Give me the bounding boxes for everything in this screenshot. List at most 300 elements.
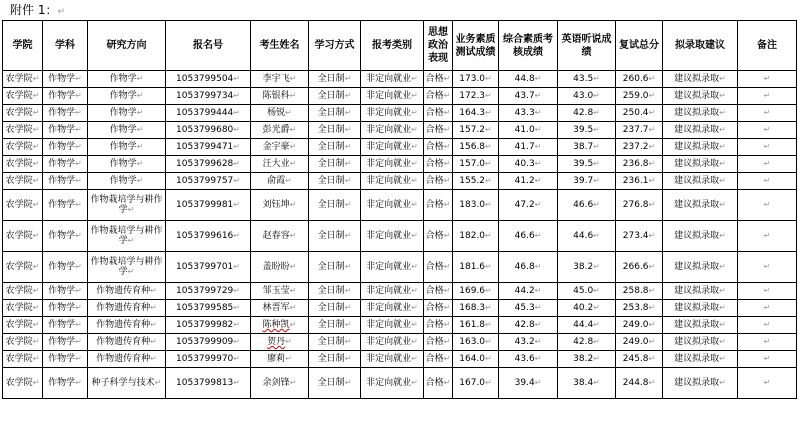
paragraph-mark-icon: ↵ xyxy=(233,142,240,151)
study-mode-text: 全日制 xyxy=(317,337,345,347)
cell-suggestion xyxy=(663,156,738,173)
paragraph-mark-icon: ↵ xyxy=(648,303,656,312)
study-mode-text: 全日制 xyxy=(317,176,345,186)
cell-study-mode xyxy=(309,105,361,122)
politics-text: 合格 xyxy=(425,159,444,169)
politics-text: 合格 xyxy=(425,176,444,186)
cell-total xyxy=(616,300,663,317)
paragraph-mark-icon: ↵ xyxy=(233,354,240,363)
cell-notes xyxy=(738,283,797,300)
paragraph-mark-icon: ↵ xyxy=(485,286,492,295)
politics-text: 合格 xyxy=(425,200,444,210)
college-text: 农学院 xyxy=(5,142,33,152)
paragraph-mark-icon: ↵ xyxy=(719,320,726,329)
cell-prof-test xyxy=(453,173,499,190)
category-text: 非定向就业 xyxy=(366,176,412,186)
cell-reg-no xyxy=(166,317,251,334)
cell-english xyxy=(558,317,616,334)
category-text: 非定向就业 xyxy=(366,378,412,388)
cell-college xyxy=(3,368,43,399)
cell-category xyxy=(361,283,424,300)
paragraph-mark-icon: ↵ xyxy=(443,91,451,100)
study-mode-text: 全日制 xyxy=(317,231,345,241)
paragraph-mark-icon: ↵ xyxy=(344,303,352,312)
cell-total xyxy=(616,221,663,252)
paragraph-mark-icon: ↵ xyxy=(534,262,542,271)
paragraph-mark-icon: ↵ xyxy=(136,91,144,100)
paragraph-mark-icon: ↵ xyxy=(719,337,726,346)
politics-text: 合格 xyxy=(425,74,444,84)
paragraph-mark-icon: ↵ xyxy=(233,91,240,100)
paragraph-mark-icon: ↵ xyxy=(485,74,492,83)
cell-category xyxy=(361,334,424,351)
paragraph-mark-icon: ↵ xyxy=(136,108,144,117)
direction-text: 作物学 xyxy=(109,142,137,152)
paragraph-mark-icon: ↵ xyxy=(411,91,418,100)
cell-prof-test xyxy=(453,368,499,399)
paragraph-mark-icon: ↵ xyxy=(32,378,40,387)
cell-suggestion xyxy=(663,252,738,283)
total-text: 244.8 xyxy=(622,378,649,388)
paragraph-mark-icon: ↵ xyxy=(593,231,600,240)
paragraph-mark-icon: ↵ xyxy=(719,303,726,312)
paragraph-mark-icon: ↵ xyxy=(411,320,418,329)
cell-politics xyxy=(424,221,453,252)
header-total: 复试总分 xyxy=(616,21,663,71)
study-mode-text: 全日制 xyxy=(317,303,345,313)
cell-reg-no xyxy=(166,122,251,139)
cell-study-mode xyxy=(309,334,361,351)
cell-name xyxy=(251,71,309,88)
college-text: 农学院 xyxy=(5,74,33,84)
prof-test-text: 172.3 xyxy=(459,91,486,101)
study-mode-text: 全日制 xyxy=(317,125,345,135)
suggestion-text: 建议拟录取 xyxy=(674,108,720,118)
paragraph-mark-icon: ↵ xyxy=(534,286,542,295)
cell-comp-eval xyxy=(499,317,558,334)
paragraph-mark-icon: ↵ xyxy=(648,125,656,134)
suggestion-text: 建议拟录取 xyxy=(674,200,720,210)
cell-direction xyxy=(88,105,166,122)
cell-total xyxy=(616,139,663,156)
paragraph-mark-icon: ↵ xyxy=(485,125,492,134)
prof-test-text: 157.0 xyxy=(459,159,486,169)
paragraph-mark-icon: ↵ xyxy=(763,159,771,168)
cell-category xyxy=(361,300,424,317)
direction-text: 作物遗传育种 xyxy=(96,337,151,347)
comp-eval-text: 43.3 xyxy=(514,108,535,118)
cell-name xyxy=(251,122,309,139)
paragraph-mark-icon: ↵ xyxy=(648,142,656,151)
cell-prof-test xyxy=(453,139,499,156)
name-text: 余剑锋 xyxy=(262,378,290,388)
paragraph-mark-icon: ↵ xyxy=(593,286,600,295)
cell-english xyxy=(558,252,616,283)
category-text: 非定向就业 xyxy=(366,320,412,330)
cell-direction xyxy=(88,122,166,139)
cell-politics xyxy=(424,156,453,173)
table-row xyxy=(3,190,797,221)
cell-notes xyxy=(738,139,797,156)
paragraph-mark-icon: ↵ xyxy=(648,159,656,168)
suggestion-text: 建议拟录取 xyxy=(674,159,720,169)
cell-direction xyxy=(88,139,166,156)
reg-no-text: 1053799628 xyxy=(176,159,234,169)
paragraph-mark-icon: ↵ xyxy=(411,231,418,240)
header-comp-eval: 综合素质考核成绩 xyxy=(499,21,558,71)
suggestion-text: 建议拟录取 xyxy=(674,354,720,364)
paragraph-mark-icon: ↵ xyxy=(443,303,451,312)
cell-prof-test xyxy=(453,317,499,334)
paragraph-mark-icon: ↵ xyxy=(763,320,771,329)
reg-no-text: 1053799982 xyxy=(176,320,234,330)
reg-no-text: 1053799981 xyxy=(176,200,234,210)
paragraph-mark-icon: ↵ xyxy=(534,320,542,329)
paragraph-mark-icon: ↵ xyxy=(648,176,656,185)
paragraph-mark-icon: ↵ xyxy=(150,337,157,346)
cell-english xyxy=(558,334,616,351)
comp-eval-text: 41.0 xyxy=(514,125,535,135)
category-text: 非定向就业 xyxy=(366,286,412,296)
paragraph-mark-icon: ↵ xyxy=(593,91,600,100)
cell-prof-test xyxy=(453,283,499,300)
english-text: 44.6 xyxy=(573,231,594,241)
discipline-text: 作物学 xyxy=(48,231,76,241)
paragraph-mark-icon: ↵ xyxy=(289,125,297,134)
paragraph-mark-icon: ↵ xyxy=(233,378,240,387)
cell-college xyxy=(3,283,43,300)
name-text: 盖盼盼 xyxy=(262,262,290,272)
cell-name xyxy=(251,88,309,105)
cell-politics xyxy=(424,368,453,399)
cell-direction xyxy=(88,173,166,190)
name-text: 陈银科 xyxy=(262,91,290,101)
cell-suggestion xyxy=(663,71,738,88)
cell-name xyxy=(251,173,309,190)
header-discipline: 学科 xyxy=(43,21,88,71)
paragraph-mark-icon: ↵ xyxy=(32,159,40,168)
table-row xyxy=(3,221,797,252)
college-text: 农学院 xyxy=(5,91,33,101)
cell-college xyxy=(3,300,43,317)
cell-politics xyxy=(424,122,453,139)
cell-notes xyxy=(738,317,797,334)
cell-politics xyxy=(424,139,453,156)
cell-discipline xyxy=(43,105,88,122)
cell-notes xyxy=(738,351,797,368)
cell-prof-test xyxy=(453,334,499,351)
english-text: 39.5 xyxy=(573,125,594,135)
prof-test-text: 183.0 xyxy=(459,200,486,210)
english-text: 42.8 xyxy=(573,337,594,347)
paragraph-mark-icon: ↵ xyxy=(443,125,451,134)
paragraph-mark-icon: ↵ xyxy=(32,200,40,209)
table-row xyxy=(3,283,797,300)
table-body xyxy=(3,71,797,399)
reg-no-text: 1053799680 xyxy=(176,125,234,135)
category-text: 非定向就业 xyxy=(366,159,412,169)
english-text: 38.2 xyxy=(573,354,594,364)
reg-no-text: 1053799616 xyxy=(176,231,234,241)
cell-comp-eval xyxy=(499,351,558,368)
paragraph-mark-icon: ↵ xyxy=(763,74,771,83)
college-text: 农学院 xyxy=(5,231,33,241)
study-mode-text: 全日制 xyxy=(317,200,345,210)
paragraph-mark-icon: ↵ xyxy=(344,176,352,185)
total-text: 253.8 xyxy=(622,303,649,313)
paragraph-mark-icon: ↵ xyxy=(75,74,82,83)
paragraph-mark-icon: ↵ xyxy=(344,320,352,329)
college-text: 农学院 xyxy=(5,354,33,364)
category-text: 非定向就业 xyxy=(366,231,412,241)
discipline-text: 作物学 xyxy=(48,286,76,296)
cell-notes xyxy=(738,190,797,221)
discipline-text: 作物学 xyxy=(48,91,76,101)
cell-category xyxy=(361,173,424,190)
cell-discipline xyxy=(43,351,88,368)
prof-test-text: 169.6 xyxy=(459,286,486,296)
paragraph-mark-icon: ↵ xyxy=(534,231,542,240)
attachment-label: 附件 1：↵ xyxy=(10,3,65,17)
study-mode-text: 全日制 xyxy=(317,286,345,296)
total-text: 258.8 xyxy=(622,286,649,296)
paragraph-mark-icon: ↵ xyxy=(75,108,82,117)
cell-college xyxy=(3,334,43,351)
name-text: 贺丹 xyxy=(267,337,286,347)
cell-discipline xyxy=(43,221,88,252)
cell-name xyxy=(251,283,309,300)
paragraph-mark-icon: ↵ xyxy=(485,159,492,168)
reg-no-text: 1053799701 xyxy=(176,262,234,272)
cell-notes xyxy=(738,71,797,88)
paragraph-mark-icon: ↵ xyxy=(411,286,418,295)
cell-notes xyxy=(738,221,797,252)
reg-no-text: 1053799909 xyxy=(176,337,234,347)
english-text: 39.7 xyxy=(573,176,594,186)
cell-category xyxy=(361,139,424,156)
paragraph-mark-icon: ↵ xyxy=(154,378,162,387)
cell-suggestion xyxy=(663,283,738,300)
cell-reg-no xyxy=(166,139,251,156)
table-row xyxy=(3,334,797,351)
direction-text: 作物学 xyxy=(109,159,137,169)
name-text: 彭光爵 xyxy=(262,125,290,135)
name-text: 汪大业 xyxy=(262,159,290,169)
name-text: 陈种凯 xyxy=(262,320,290,330)
table-row xyxy=(3,88,797,105)
cell-study-mode xyxy=(309,71,361,88)
category-text: 非定向就业 xyxy=(366,262,412,272)
paragraph-mark-icon: ↵ xyxy=(289,200,297,209)
cell-english xyxy=(558,300,616,317)
paragraph-mark-icon: ↵ xyxy=(443,142,451,151)
english-text: 42.8 xyxy=(573,108,594,118)
cell-discipline xyxy=(43,317,88,334)
college-text: 农学院 xyxy=(5,262,33,272)
cell-study-mode xyxy=(309,283,361,300)
direction-text: 作物遗传育种 xyxy=(96,303,151,313)
paragraph-mark-icon: ↵ xyxy=(150,354,157,363)
cell-notes xyxy=(738,252,797,283)
table-row xyxy=(3,300,797,317)
english-text: 40.2 xyxy=(573,303,594,313)
total-text: 236.1 xyxy=(622,176,649,186)
cell-suggestion xyxy=(663,317,738,334)
cell-college xyxy=(3,156,43,173)
cell-reg-no xyxy=(166,300,251,317)
table-row xyxy=(3,368,797,399)
study-mode-text: 全日制 xyxy=(317,74,345,84)
paragraph-mark-icon: ↵ xyxy=(763,176,771,185)
paragraph-mark-icon: ↵ xyxy=(534,337,542,346)
cell-category xyxy=(361,71,424,88)
paragraph-mark-icon: ↵ xyxy=(648,74,656,83)
college-text: 农学院 xyxy=(5,303,33,313)
cell-discipline xyxy=(43,139,88,156)
paragraph-mark-icon: ↵ xyxy=(32,142,40,151)
paragraph-mark-icon: ↵ xyxy=(75,231,82,240)
cell-english xyxy=(558,351,616,368)
cell-college xyxy=(3,173,43,190)
cell-total xyxy=(616,105,663,122)
cell-reg-no xyxy=(166,190,251,221)
cell-study-mode xyxy=(309,156,361,173)
discipline-text: 作物学 xyxy=(48,354,76,364)
paragraph-mark-icon: ↵ xyxy=(75,303,82,312)
table-row xyxy=(3,122,797,139)
cell-category xyxy=(361,156,424,173)
comp-eval-text: 39.4 xyxy=(514,378,535,388)
cell-total xyxy=(616,88,663,105)
paragraph-mark-icon: ↵ xyxy=(648,354,656,363)
name-text: 俞霞 xyxy=(267,176,286,186)
paragraph-mark-icon: ↵ xyxy=(32,320,40,329)
total-text: 236.8 xyxy=(622,159,649,169)
comp-eval-text: 46.8 xyxy=(514,262,535,272)
paragraph-mark-icon: ↵ xyxy=(411,262,418,271)
paragraph-mark-icon: ↵ xyxy=(233,286,240,295)
paragraph-mark-icon: ↵ xyxy=(485,91,492,100)
english-text: 38.7 xyxy=(573,142,594,152)
paragraph-mark-icon: ↵ xyxy=(233,320,240,329)
category-text: 非定向就业 xyxy=(366,303,412,313)
cell-college xyxy=(3,351,43,368)
total-text: 249.0 xyxy=(622,320,649,330)
politics-text: 合格 xyxy=(425,142,444,152)
paragraph-mark-icon: ↵ xyxy=(719,354,726,363)
politics-text: 合格 xyxy=(425,337,444,347)
cell-discipline xyxy=(43,190,88,221)
paragraph-mark-icon: ↵ xyxy=(32,231,40,240)
college-text: 农学院 xyxy=(5,176,33,186)
discipline-text: 作物学 xyxy=(48,262,76,272)
header-college: 学院 xyxy=(3,21,43,71)
paragraph-mark-icon: ↵ xyxy=(485,337,492,346)
cell-reg-no xyxy=(166,368,251,399)
english-text: 46.6 xyxy=(573,200,594,210)
total-text: 276.8 xyxy=(622,200,649,210)
discipline-text: 作物学 xyxy=(48,159,76,169)
name-text: 李宇飞 xyxy=(262,74,290,84)
paragraph-mark-icon: ↵ xyxy=(534,125,542,134)
paragraph-mark-icon: ↵ xyxy=(150,286,157,295)
discipline-text: 作物学 xyxy=(48,142,76,152)
cell-total xyxy=(616,334,663,351)
paragraph-mark-icon: ↵ xyxy=(411,108,418,117)
paragraph-mark-icon: ↵ xyxy=(593,142,600,151)
direction-text: 作物学 xyxy=(109,125,137,135)
college-text: 农学院 xyxy=(5,378,33,388)
paragraph-mark-icon: ↵ xyxy=(534,378,542,387)
suggestion-text: 建议拟录取 xyxy=(674,378,720,388)
politics-text: 合格 xyxy=(425,108,444,118)
suggestion-text: 建议拟录取 xyxy=(674,320,720,330)
college-text: 农学院 xyxy=(5,337,33,347)
paragraph-mark-icon: ↵ xyxy=(534,176,542,185)
paragraph-mark-icon: ↵ xyxy=(719,159,726,168)
comp-eval-text: 42.8 xyxy=(514,320,535,330)
name-text: 杨锐 xyxy=(267,108,286,118)
cell-politics xyxy=(424,317,453,334)
cell-category xyxy=(361,190,424,221)
cell-name xyxy=(251,252,309,283)
prof-test-text: 157.2 xyxy=(459,125,486,135)
cell-politics xyxy=(424,173,453,190)
total-text: 273.4 xyxy=(622,231,649,241)
cell-comp-eval xyxy=(499,88,558,105)
discipline-text: 作物学 xyxy=(48,303,76,313)
total-text: 237.7 xyxy=(622,125,649,135)
paragraph-mark-icon: ↵ xyxy=(485,378,492,387)
paragraph-mark-icon: ↵ xyxy=(136,74,144,83)
paragraph-mark-icon: ↵ xyxy=(344,378,352,387)
name-text: 邹玉莹 xyxy=(262,286,290,296)
suggestion-text: 建议拟录取 xyxy=(674,231,720,241)
cell-notes xyxy=(738,368,797,399)
suggestion-text: 建议拟录取 xyxy=(674,74,720,84)
paragraph-mark-icon: ↵ xyxy=(75,142,82,151)
paragraph-mark-icon: ↵ xyxy=(32,303,40,312)
paragraph-mark-icon: ↵ xyxy=(763,108,771,117)
cell-direction xyxy=(88,190,166,221)
cell-college xyxy=(3,105,43,122)
cell-total xyxy=(616,71,663,88)
study-mode-text: 全日制 xyxy=(317,378,345,388)
name-text: 金宇豪 xyxy=(262,142,290,152)
paragraph-mark-icon: ↵ xyxy=(763,303,771,312)
paragraph-mark-icon: ↵ xyxy=(136,125,144,134)
reg-no-text: 1053799813 xyxy=(176,378,234,388)
cell-suggestion xyxy=(663,221,738,252)
comp-eval-text: 43.6 xyxy=(514,354,535,364)
cell-direction xyxy=(88,283,166,300)
total-text: 266.6 xyxy=(622,262,649,272)
politics-text: 合格 xyxy=(425,320,444,330)
comp-eval-text: 44.2 xyxy=(514,286,535,296)
paragraph-mark-icon: ↵ xyxy=(233,159,240,168)
prof-test-text: 155.2 xyxy=(459,176,486,186)
cell-english xyxy=(558,173,616,190)
paragraph-mark-icon: ↵ xyxy=(443,320,451,329)
prof-test-text: 164.0 xyxy=(459,354,486,364)
paragraph-mark-icon: ↵ xyxy=(443,231,451,240)
paragraph-mark-icon: ↵ xyxy=(719,142,726,151)
cell-notes xyxy=(738,105,797,122)
paragraph-mark-icon: ↵ xyxy=(32,74,40,83)
header-study-mode: 学习方式 xyxy=(309,21,361,71)
cell-name xyxy=(251,317,309,334)
paragraph-mark-icon: ↵ xyxy=(593,159,600,168)
